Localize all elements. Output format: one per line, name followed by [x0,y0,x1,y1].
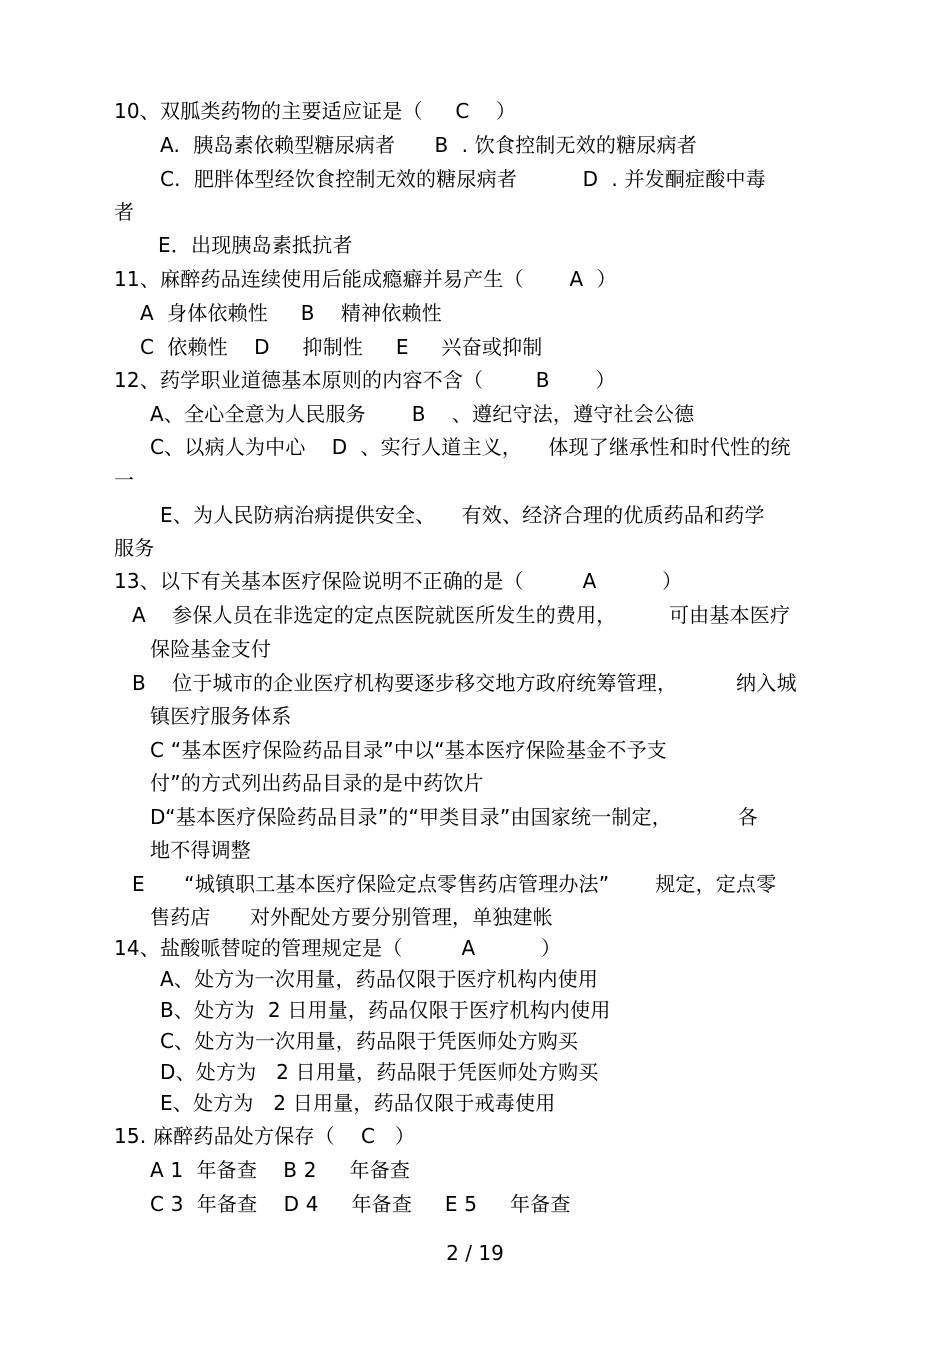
question-12-option-e: E、为人民防病治病提供安全、 有效、经济合理的优质药品和药学 [160,503,765,527]
question-14-option-c: C、处方为一次用量，药品限于凭医师处方购买 [160,1029,579,1053]
question-13-option-d: D“基本医疗保险药品目录”的“甲类目录”由国家统一制定， 各 [150,805,758,829]
question-13-option-b: B 位于城市的企业医疗机构要逐步移交地方政府统筹管理， 纳入城 [132,671,797,695]
question-15-options-ab: A 1 年备查 B 2 年备查 [150,1158,411,1182]
question-10-options-cd: C. 肥胖体型经饮食控制无效的糖尿病者 D . 并发酮症酸中毒 [160,167,766,191]
question-13-option-a: A 参保人员在非选定的定点医院就医所发生的费用， 可由基本医疗 [132,603,791,627]
question-15-options-ce: C 3 年备查 D 4 年备查 E 5 年备查 [150,1192,571,1216]
question-12-options-cd: C、以病人为中心 D 、实行人道主义， 体现了继承性和时代性的统 [150,435,791,459]
question-13-option-e-wrap: 售药店 对外配处方要分别管理，单独建帐 [150,905,553,929]
question-14-option-e: E、处方为 2 日用量，药品仅限于戒毒使用 [160,1091,556,1115]
question-14-option-d: D、处方为 2 日用量，药品限于凭医师处方购买 [160,1060,599,1084]
question-14-stem: 14、盐酸哌替啶的管理规定是（ A ） [114,936,562,960]
question-10-stem: 10、双胍类药物的主要适应证是（ C ） [114,99,517,123]
question-11-options-ab: A 身体依赖性 B 精神依赖性 [140,301,442,325]
question-13-option-c-wrap: 付”的方式列出药品目录的是中药饮片 [150,771,484,795]
question-12-wrap-e: 服务 [114,536,155,560]
question-12-options-ab: A、全心全意为人民服务 B 、遵纪守法，遵守社会公德 [150,402,695,426]
question-13-option-c: C “基本医疗保险药品目录”中以“基本医疗保险基金不予支 [150,738,668,762]
question-12-stem: 12、药学职业道德基本原则的内容不含（ B ） [114,368,616,392]
question-14-option-a: A、处方为一次用量，药品仅限于医疗机构内使用 [160,967,599,991]
question-13-option-a-wrap: 保险基金支付 [150,637,272,661]
question-11-stem: 11、麻醉药品连续使用后能成瘾癖并易产生（ A ） [114,267,617,291]
question-13-option-e: E “城镇职工基本医疗保险定点零售药店管理办法” 规定，定点零 [132,872,777,896]
question-15-stem: 15. 麻醉药品处方保存（ C ） [114,1124,416,1148]
question-13-stem: 13、以下有关基本医疗保险说明不正确的是（ A ） [114,569,683,593]
question-12-wrap-d: 一 [114,468,135,492]
question-13-option-b-wrap: 镇医疗服务体系 [150,704,292,728]
question-10-option-e: E．出现胰岛素抵抗者 [158,233,353,257]
question-10-wrap: 者 [114,200,135,224]
page-number: 2 / 19 [446,1241,504,1265]
question-11-options-ce: C 依赖性 D 抑制性 E 兴奋或抑制 [140,335,543,359]
question-14-option-b: B、处方为 2 日用量，药品仅限于医疗机构内使用 [160,998,611,1022]
question-13-option-d-wrap: 地不得调整 [150,838,251,862]
question-10-options-ab: A. 胰岛素依赖型糖尿病者 B . 饮食控制无效的糖尿病者 [160,133,697,157]
